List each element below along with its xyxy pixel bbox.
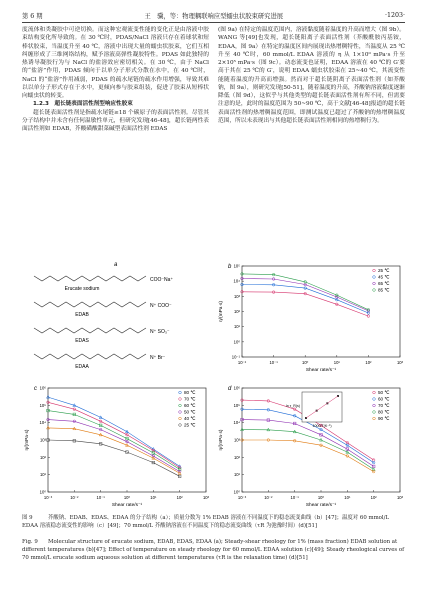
panel-c-chart: [22, 380, 212, 508]
structure-group: COO⁻Na⁺: [150, 277, 174, 283]
x-tick-label: 10⁰: [317, 495, 325, 500]
legend-marker: [179, 424, 182, 427]
issue-number: 第 6 期: [22, 12, 43, 20]
structure-name: EDAS: [75, 338, 89, 344]
caption-cn: [22, 514, 406, 530]
legend-marker: [179, 417, 182, 420]
x-tick-label: 10²: [176, 495, 183, 500]
x-tick-label: 10⁻²: [237, 360, 247, 365]
structure-chain: [34, 328, 146, 333]
panel-label: d: [228, 386, 232, 392]
subsection-heading: 1.2.3 超长链表面活性剂型响应性胶束: [33, 101, 133, 108]
panel-a-structures: [22, 258, 212, 373]
y-tick-label: 10⁴: [233, 278, 240, 284]
structure-chain: [34, 354, 146, 359]
panel-label: c: [34, 386, 37, 392]
caption-en-text: Molecular structure of erucate sodium, EDAB, EDAS, EDAA (a); Steady-shear rheology for 1% (mass fraction) EDAB solution at different temperatures (b)[47]; Effect of temperature on steady rheology for 60 mmol/L EDAA solution (c)[49]; Steady rheological curves of 70 mmol/L erucate sodium aqueous solution at different temperatures (τR is the relaxation time) (d)[51]: [22, 539, 405, 561]
legend-label: 60 ℃: [378, 396, 390, 402]
legend-label: 25 ℃: [378, 268, 390, 273]
legend-marker: [373, 411, 376, 414]
y-tick-label: 10⁵: [39, 402, 46, 408]
caption-en: [22, 538, 406, 562]
y-tick-label: 10⁻¹: [231, 354, 240, 360]
legend-marker: [373, 282, 376, 285]
legend-marker: [179, 411, 182, 414]
x-axis-label: Shear rate/s⁻¹: [305, 503, 337, 508]
y-tick-label: 10⁵: [233, 263, 240, 269]
series-line: [48, 428, 180, 473]
legend-label: 50 ℃: [184, 409, 196, 415]
legend-label: 65 ℃: [378, 281, 390, 286]
structure-name: EDAB: [75, 312, 89, 318]
series-line: [242, 440, 374, 472]
y-tick-label: 10³: [233, 437, 240, 443]
inset-y-label: ln τ_R(s): [286, 404, 300, 408]
series-line: [48, 402, 180, 468]
legend-label: 80 ℃: [378, 409, 390, 415]
x-tick-label: 10¹: [150, 495, 157, 500]
y-axis-label: η/(mPa·s): [219, 300, 224, 323]
y-tick-label: 10⁰: [233, 339, 240, 345]
legend-label: 85 ℃: [378, 287, 390, 293]
legend-marker: [373, 391, 376, 394]
plot-frame: [242, 266, 400, 357]
legend-marker: [373, 417, 376, 420]
structure-name: Erucate sodium: [64, 286, 100, 292]
legend-marker: [179, 404, 182, 407]
legend-marker: [373, 289, 376, 292]
y-tick-label: 10²: [39, 454, 46, 460]
caption-cn-text: 芥酸钠、EDAB、EDAS、EDAA 的分子结构（a）；质量分数为 1% EDAB 溶液在不同温度下的稳态流变曲线（b）[47]；温度对 60 mmol/L EDAA 溶液稳态流变性的影响（c）[49]；70 mmol/L 芥酸钠溶液在不同温度下的稳态流变曲线（τR 为弛豫时间）(d)[51]: [22, 515, 390, 529]
y-tick-label: 10¹: [39, 472, 46, 478]
y-tick-label: 10⁰: [39, 489, 46, 495]
x-tick-label: 10¹: [344, 495, 351, 500]
y-tick-label: 10⁴: [39, 420, 46, 426]
panel-label: b: [228, 264, 232, 270]
legend-marker: [373, 398, 376, 401]
legend-label: 40 ℃: [184, 416, 196, 421]
x-tick-label: 10⁰: [123, 495, 131, 500]
structure-chain: [34, 302, 146, 307]
structure-chain: [34, 276, 146, 281]
legend-label: 60 ℃: [184, 403, 196, 408]
legend-marker: [373, 269, 376, 272]
x-tick-label: 10⁻¹: [269, 360, 278, 365]
structure-group: N⁺ SO₃⁻: [150, 329, 170, 335]
legend-marker: [179, 398, 182, 401]
series-line: [48, 440, 180, 476]
x-tick-label: 10³: [396, 495, 404, 500]
structure-name: EDAA: [75, 364, 89, 370]
legend-marker: [373, 404, 376, 407]
y-tick-label: 10⁰: [233, 489, 240, 495]
x-tick-label: 10⁻²: [264, 495, 273, 500]
x-tick-label: 10⁻³: [237, 495, 247, 500]
x-tick-label: 10⁰: [302, 360, 309, 365]
article-title: 王 骥，等：物理耦联响应型蠕虫状胶束研究进展: [144, 12, 284, 20]
y-tick-label: 10⁴: [233, 420, 240, 426]
y-tick-label: 10³: [233, 293, 240, 299]
y-tick-label: 10⁵: [233, 402, 240, 408]
right-column: [218, 26, 405, 254]
y-tick-label: 10¹: [233, 472, 240, 478]
legend-label: 80 ℃: [184, 390, 196, 395]
body-paragraph: (图 9a) 在特定的温度范围内，溶液黏度随着温度的升高而增大（图 9b）。WANG 等[49]也发现，超长链阳离子表面活性剂（芥酸酰胺丙基铵，EDAA，图 9a）在特定的温度区间内展现出热增稠特性，当温度从 25 ℃升至 40 ℃时，60 mmol/L EDAA 溶液的 η 从 1×10⁰ mPa·s 升至 2×10⁵ mPa·s（图 9c）。动态流变也证明，EDAA 溶液在 40 ℃的 G′要高于其在 25 ℃的 G′，说明 EDAA 蠕虫状胶束在 25~40 ℃，其流变性能随着温度的升高而增强。然而对于超长链阴离子表面活性剂（如芥酸钠，图 9a），则研究发现[50-51]，随着温度的升高，芥酸钠溶液黏度逐渐降低（图 9d），这似乎与其他类型的超长链表面活性剂有所不同，但需要注意的是，此时的温度范围为 50~90 ℃，高于文献[46-48]报道的超长链表面活性剂的热增稠温度范围，即测试温度已超过了芥酸钠的热增稠温度范围，所以未表现出与其他超长链表面活性剂相同的热增稠行为。: [218, 27, 405, 124]
x-tick-label: 10³: [396, 360, 404, 365]
header-rule: [22, 22, 405, 23]
structure-group: N⁺ Br⁻: [150, 355, 166, 361]
panel-b-chart: [216, 258, 406, 373]
x-tick-label: 10⁻¹: [290, 495, 299, 500]
panel-d-chart: [216, 380, 406, 508]
caption-en-label: Fig. 9: [22, 539, 38, 545]
series-line: [242, 292, 368, 316]
y-axis-label: η/(mPa·s): [219, 429, 224, 451]
legend-label: 25 ℃: [184, 422, 196, 428]
left-column: [22, 26, 209, 254]
y-tick-label: 10²: [233, 309, 240, 314]
x-tick-label: 10²: [370, 495, 377, 500]
body-paragraph: 超长链表面活性剂是指疏水尾链≥18 个碳原子的表面活性剂。尽管其分子结构中并未含有任何温敏性单元，但研究发现[46-48]，超长链两性表面活性剂如 EDAB，芥酸磺酸甜菜碱型表面活性剂 EDAS: [22, 109, 209, 132]
running-header: [22, 9, 405, 21]
structure-group: N⁺ COO⁻: [150, 303, 172, 309]
x-tick-label: 10⁻³: [43, 495, 53, 500]
x-tick-label: 10³: [202, 495, 210, 500]
y-axis-label: η/(mPa·s): [25, 429, 30, 451]
legend-label: 70 ℃: [184, 396, 196, 402]
x-tick-label: 10²: [365, 360, 372, 365]
y-tick-label: 10⁶: [39, 385, 46, 391]
y-tick-label: 10¹: [233, 324, 240, 330]
x-axis-label: Shear rate/s⁻¹: [111, 503, 143, 508]
body-paragraph: 度流体和类凝胶中可逆切换。而这种宏观流变性能的变化正是由溶液中胶束结构变化所导致的。在 30 ℃时，PDAS/NaCl 溶液只存在着球状和短棒状胶束，当温度升至 40 ℃，溶液中出现大量的蠕虫状胶束，它们互相纠缠形成了三维网络结构，赋予溶液高弹性凝胶特性。PDAS 如此独特的热诱导凝胶行为与 NaCl 的盐溶效应密切相关。在 30 ℃，由于 NaCl 的“盐溶”作用，PDAS 倾向于以单分子形式分散在水中，在 40 ℃时，NaCl 的“盐溶”作用减弱，PDAS 的疏水尾链的疏水作用增强，导致其难以以单分子形式存在于水中，更倾向参与胶束组装，促进了胶束从短棒状向蠕虫状的转变。: [22, 27, 209, 99]
caption-cn-label: 图 9: [22, 515, 33, 521]
figure-9: [22, 258, 406, 508]
legend-marker: [373, 276, 376, 279]
legend-label: 90 ℃: [378, 416, 390, 421]
panel-label: a: [114, 262, 118, 268]
x-tick-label: 10¹: [333, 360, 340, 365]
x-axis-label: Shear rate/s⁻¹: [305, 368, 337, 373]
inset-x-label: 1000/T(K⁻¹): [312, 424, 332, 428]
x-tick-label: 10⁻¹: [96, 495, 105, 500]
y-tick-label: 10⁶: [233, 385, 240, 391]
x-tick-label: 10⁻²: [70, 495, 79, 500]
legend-label: 70 ℃: [378, 403, 390, 408]
page-number: ·1203·: [384, 11, 405, 19]
y-tick-label: 10³: [39, 437, 46, 443]
series-line: [48, 420, 180, 472]
legend-label: 45 ℃: [378, 274, 390, 280]
legend-marker: [179, 391, 182, 394]
y-tick-label: 10²: [233, 454, 240, 460]
legend-label: 50 ℃: [378, 390, 390, 395]
